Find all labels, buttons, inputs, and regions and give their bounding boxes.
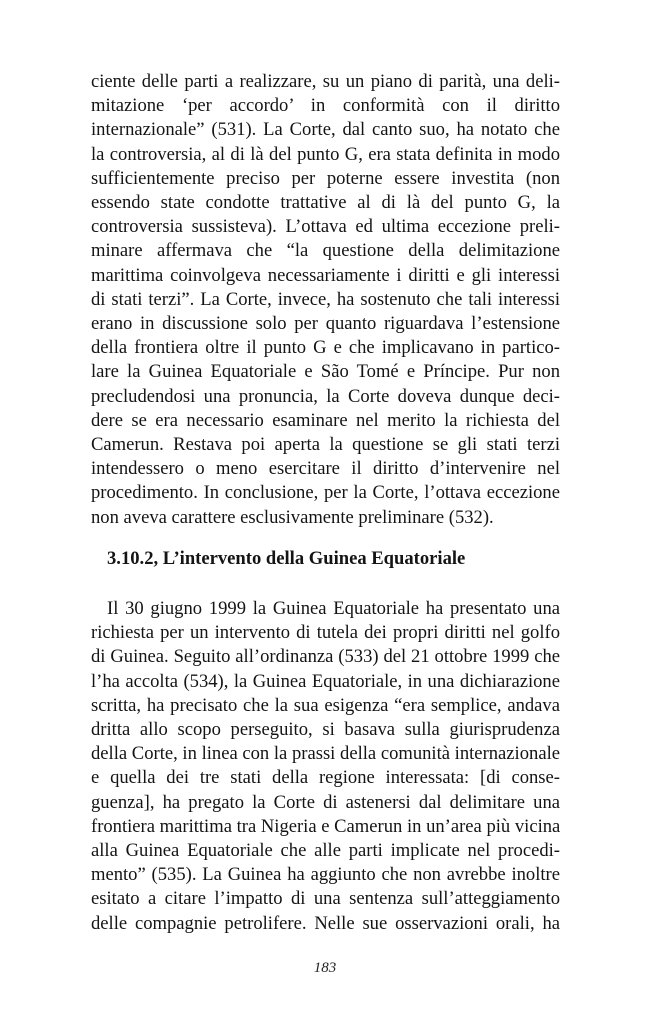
text-line: di stati terzi”. La Corte, invece, ha sostenuto che tali interessi — [91, 288, 560, 310]
text-line: marittima coinvolgeva necessariamente i diritti e gli interessi — [91, 264, 560, 286]
text-line: esitato a citare l’impatto di una sentenza sull’atteggiamento — [91, 888, 560, 910]
text-line: l’ha accolta (534), la Guinea Equatoriale, in una dichiarazione — [91, 670, 560, 692]
text-line: controversia sussisteva). L’ottava ed ultima eccezione preli- — [91, 216, 560, 238]
text-line: alla Guinea Equatoriale che alle parti implicate nel procedi- — [91, 840, 560, 862]
text-line: della frontiera oltre il punto G e che implicavano in partico- — [91, 337, 560, 359]
text-line: minare affermava che “la questione della delimitazione — [91, 240, 560, 262]
page-number: 183 — [313, 960, 337, 976]
text-line: guenza], ha pregato la Corte di astenersi dal delimitare una — [91, 791, 560, 813]
text-line: richiesta per un intervento di tutela dei propri diritti nel golfo — [91, 622, 560, 644]
text-line: internazionale” (531). La Corte, dal canto suo, ha notato che — [91, 119, 560, 141]
text-line: frontiera marittima tra Nigeria e Camerun in un’area più vicina — [91, 815, 561, 837]
text-line: e quella dei tre stati della regione interessata: [di conse- — [91, 767, 560, 789]
text-line: non aveva carattere esclusivamente preliminare (532). — [91, 506, 494, 528]
text-line: di Guinea. Seguito all’ordinanza (533) del 21 ottobre 1999 che — [91, 646, 560, 668]
text-line: Camerun. Restava poi aperta la questione se gli stati terzi — [91, 434, 560, 456]
page-body — [91, 70, 561, 934]
text-line: la controversia, al di là del punto G, era stata definita in modo — [91, 143, 560, 165]
paragraph-continuation — [91, 70, 560, 530]
text-line: essendo state condotte trattative al di là del punto G, la — [91, 192, 560, 214]
text-line: dritta allo scopo perseguito, si basava sulla giurisprudenza — [91, 719, 560, 741]
text-line: dere se era necessario esaminare nel merito la richiesta del — [91, 409, 560, 431]
paragraph-intervention — [91, 597, 560, 936]
text-line: erano in discussione solo per quanto riguardava l’estensione — [91, 313, 560, 335]
section-heading: 3.10.2, L’intervento della Guinea Equatoriale — [107, 548, 466, 569]
text-line: ciente delle parti a realizzare, su un piano di parità, una deli- — [91, 71, 560, 92]
text-line: delle compagnie petrolifere. Nelle sue osservazioni orali, ha — [91, 912, 560, 934]
text-line: scritta, ha precisato che la sua esigenza “era semplice, andava — [91, 694, 560, 716]
text-line: lare la Guinea Equatoriale e São Tomé e Príncipe. Pur non — [91, 361, 560, 383]
text-line: mento” (535). La Guinea ha aggiunto che non avrebbe inoltre — [91, 864, 560, 886]
text-line: intendessero o meno esercitare il diritto d’intervenire nel — [91, 458, 560, 480]
text-line: della Corte, in linea con la prassi della comunità internazionale — [91, 743, 560, 765]
text-line: sufficientemente preciso per poterne essere investita (non — [91, 167, 560, 189]
text-line: Il 30 giugno 1999 la Guinea Equatoriale ha presentato una — [107, 598, 560, 619]
text-line: precludendosi una pronuncia, la Corte doveva dunque deci- — [91, 385, 560, 407]
text-line: procedimento. In conclusione, per la Corte, l’ottava eccezione — [91, 482, 560, 504]
text-line: mitazione ‘per accordo’ in conformità con il diritto — [91, 95, 560, 117]
